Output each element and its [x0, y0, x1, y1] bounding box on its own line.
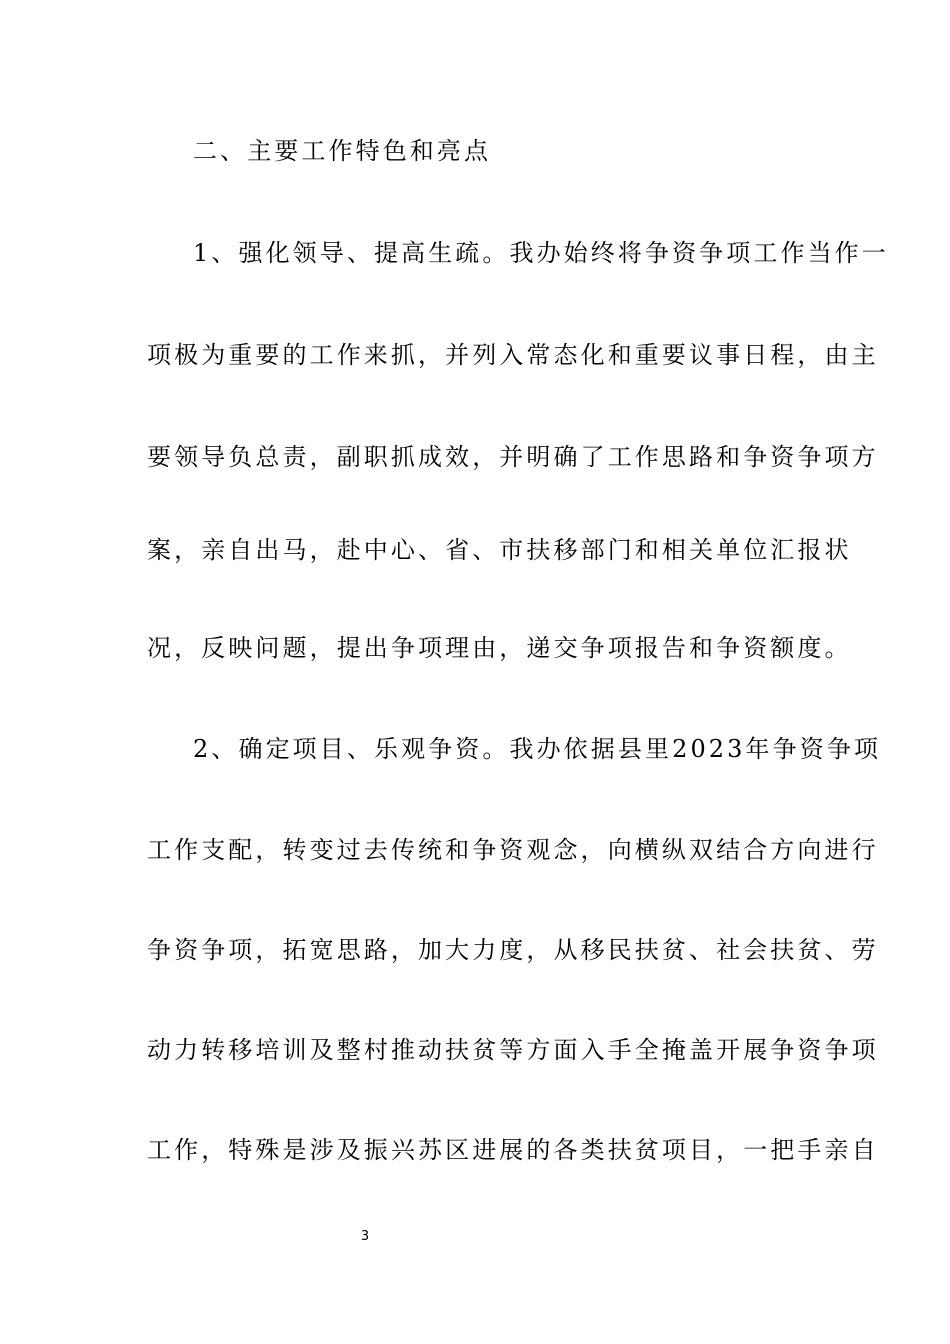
- paragraph-2-line-4: 动力转移培训及整村推动扶贫等方面入手全掩盖开展争资争项: [147, 1036, 879, 1064]
- paragraph-2-line-3: 争资争项，拓宽思路，加大力度，从移民扶贫、社会扶贫、劳: [147, 936, 879, 964]
- paragraph-2-line-1: 2、确定项目、乐观争资。我办依据县里2023年争资争项: [193, 735, 882, 763]
- page-number: 3: [360, 1229, 370, 1244]
- paragraph-1-line-4: 案，亲自出马，赴中心、省、市扶移部门和相关单位汇报状: [147, 536, 852, 564]
- paragraph-2-line-2: 工作支配，转变过去传统和争资观念，向横纵双结合方向进行: [147, 836, 879, 864]
- paragraph-2-line-5: 工作，特殊是涉及振兴苏区进展的各类扶贫项目，一把手亲自: [147, 1136, 879, 1164]
- paragraph-1-line-1: 1、强化领导、提高生疏。我办始终将争资争项工作当作一: [193, 239, 889, 267]
- paragraph-1-line-5: 况，反映问题，提出争项理由，递交争项报告和争资额度。: [147, 634, 852, 662]
- section-heading: 二、主要工作特色和亮点: [193, 137, 492, 165]
- paragraph-1-line-2: 项极为重要的工作来抓，并列入常态化和重要议事日程，由主: [147, 341, 879, 369]
- paragraph-1-line-3: 要领导负总责，副职抓成效，并明确了工作思路和争资争项方: [147, 443, 879, 471]
